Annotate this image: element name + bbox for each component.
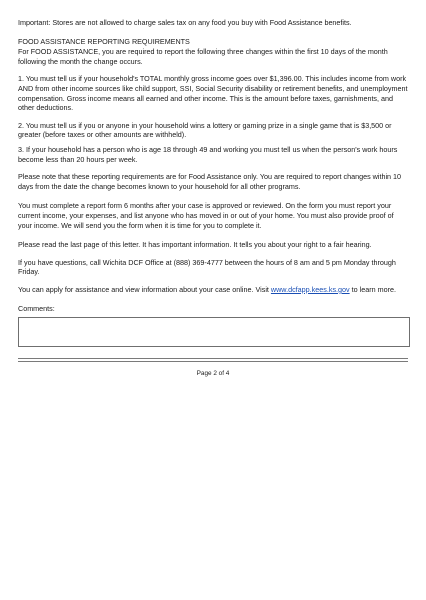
- intro-paragraph: For FOOD ASSISTANCE, you are required to report the following three changes within the first 10 days of the month following the month the change occurs.: [18, 47, 388, 66]
- requirement-item-3: 3. If your household has a person who is age 18 through 49 and working you must tell us when the person's work hours become less than 20 hours per week.: [18, 144, 398, 164]
- comments-box[interactable]: [18, 317, 410, 347]
- programs-note: Please note that these reporting requirements are for Food Assistance only. You are required to report changes within 10 days from the date the change becomes known to your household for all other programs.: [18, 172, 402, 191]
- important-note: Important: Stores are not allowed to charge sales tax on any food you buy with Food Assistance benefits.: [18, 18, 352, 27]
- online-text-end: to learn more.: [349, 284, 396, 294]
- last-page-note: Please read the last page of this letter. It has important information. It tells you about your right to a fair hearing.: [18, 240, 372, 250]
- footer-divider: [18, 358, 408, 359]
- report-form-paragraph: You must complete a report form 6 months after your case is approved or reviewed. On the form you must report your current income, your expenses, and list anyone who has moved in or out of your home. You must also provide proof of your income. We will send you the form when it is time for you to complete it.: [18, 201, 394, 230]
- website-link[interactable]: www.dcfapp.kees.ks.gov: [270, 284, 350, 294]
- requirement-item-2: 2. You must tell us if you or anyone in your household wins a lottery or gaming prize in a single game that is $3,500 or greater (before taxes or other amounts are withheld).: [18, 120, 392, 140]
- comments-label: Comments:: [18, 304, 55, 314]
- online-text: You can apply for assistance and view information about your case online. Visit: [18, 284, 271, 294]
- requirement-item-1: 1. You must tell us if your household's TOTAL monthly gross income goes over $1,396.00. This includes income from work AND from other income sources like child support, SSI, Social Security disability or retirement benefits, and unemployment compensation. Gross income means all earned and other income. This is the amount before taxes, garnishments, and other deductions.: [18, 74, 408, 113]
- online-paragraph: [18, 285, 408, 295]
- page-number: Page 2 of 4: [196, 370, 230, 378]
- section-heading: FOOD ASSISTANCE REPORTING REQUIREMENTS: [18, 36, 190, 46]
- questions-paragraph: If you have questions, call Wichita DCF Office at (888) 369-4777 between the hours of 8 am and 5 pm Monday through Friday.: [18, 257, 396, 277]
- footer-divider-secondary: [18, 361, 408, 362]
